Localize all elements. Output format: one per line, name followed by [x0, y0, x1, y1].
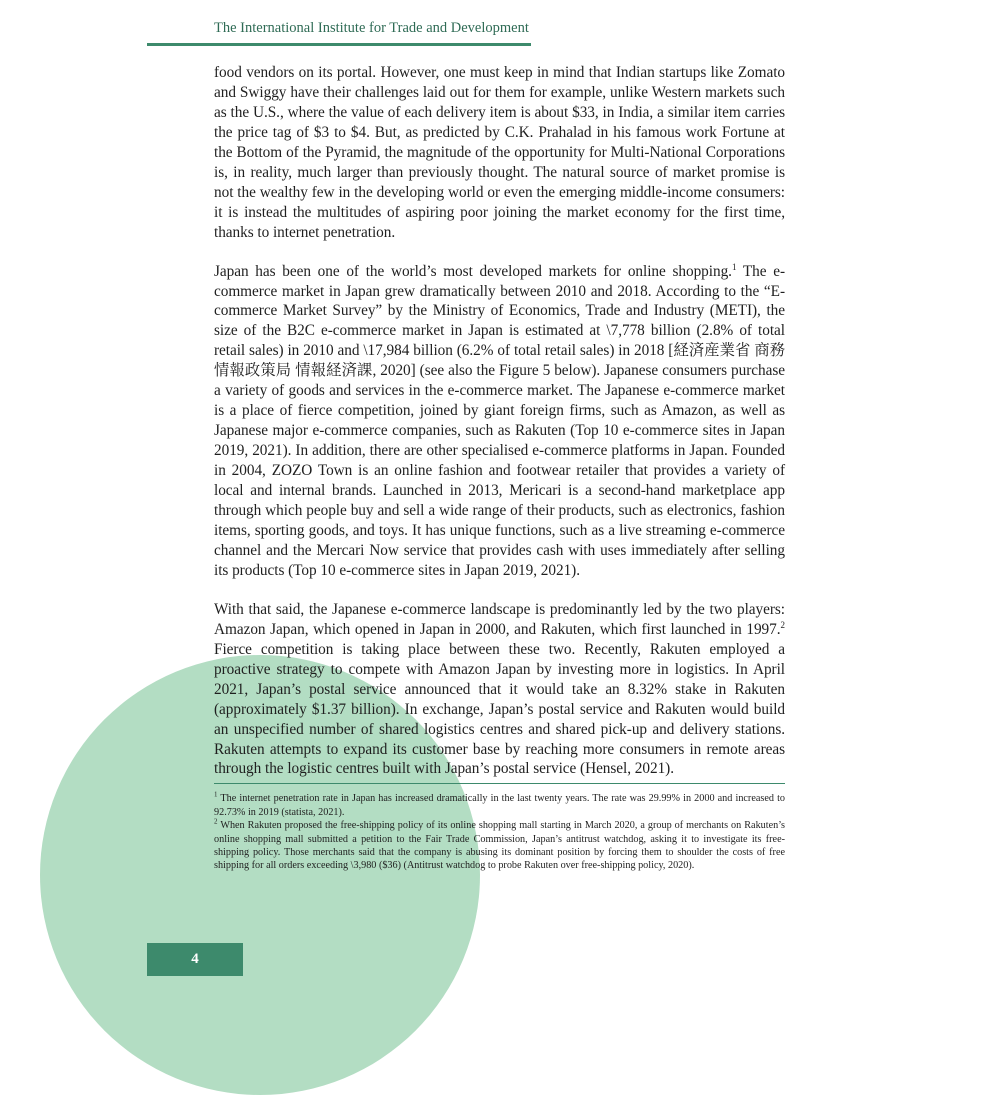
paragraph-2-body: The e-commerce market in Japan grew dramatically between 2010 and 2018. According to the “E-commerce Market Survey” by the Ministry of Economics, Trade and Industry (METI), the size of the B2C e-commerce market in Japan is estimated at \7,778 billion (2.8% of total retail sales) in 2010 and \17,984 billion (6.2% of total retail sales) in 2018 [経済産業省 商務情報政策局 情報経済課, 2020] (see also the Figure 5 below). Japanese consumers purchase a variety of goods and services in the e-commerce market. The Japanese e-commerce market is a place of fierce competition, joined by giant foreign firms, such as Amazon, as well as Japanese major e-commerce companies, such as Rakuten (Top 10 e-commerce sites in Japan 2019, 2021). In addition, there are other specialised e-commerce platforms in Japan. Founded in 2004, ZOZO Town is an online fashion and footwear retailer that provides a variety of local and internal brands. Launched in 2013, Mericari is a second-hand marketplace app through which people buy and sell a wide range of their products, such as electronics, fashion items, sporting goods, and toys. It has unique functions, such as a live streaming e-commerce channel and the Mercari Now service that provides cash with uses immediately after selling its products (Top 10 e-commerce sites in Japan 2019, 2021).: [214, 262, 785, 579]
footnote-ref-1[interactable]: 1: [731, 261, 737, 272]
header-rule: [147, 43, 531, 46]
paragraph-3-lead: With that said, the Japanese e-commerce landscape is predominantly led by the two players: Amazon Japan, which opened in Japan in 2000, and Rakuten, which first launched in 1997.: [214, 600, 785, 638]
paragraph-2-lead: Japan has been one of the world’s most developed markets for online shopping.: [214, 262, 732, 280]
page-number: 4: [191, 951, 199, 967]
footnote-rule: [214, 783, 785, 784]
footnote-mark-2: 2: [214, 817, 218, 826]
paragraph-3-body: Fierce competition is taking place between these two. Recently, Rakuten employed a proactive strategy to compete with Amazon Japan by investing more in logistics. In April 2021, Japan’s postal service announced that it would take an 8.32% stake in Rakuten (approximately $1.37 billion). In exchange, Japan’s postal service and Rakuten would build an unspecified number of shared logistics centres and shared pick-up and delivery stations. Rakuten attempts to expand its customer base by reaching more consumers in remote areas through the logistic centres built with Japan’s postal service (Hensel, 2021).: [214, 640, 785, 778]
footnote-1: [214, 792, 785, 819]
footnote-mark-1: 1: [214, 791, 218, 800]
page-number-box: [147, 943, 243, 976]
main-text: [214, 63, 785, 873]
running-header-title: The International Institute for Trade and Development: [214, 20, 529, 36]
footnote-2: [214, 819, 785, 873]
paragraph-1: food vendors on its portal. However, one must keep in mind that Indian startups like Zomato and Swiggy have their challenges laid out for them for example, unlike Western markets such as the U.S., where the value of each delivery item is about $33, in India, a similar item carries the price tag of $3 to $4. But, as predicted by C.K. Prahalad in his famous work Fortune at the Bottom of the Pyramid, the magnitude of the opportunity for Multi-National Corporations is, in reality, much larger than previously thought. The natural source of market promise is not the wealthy few in the developing world or even the emerging middle-income consumers: it is instead the multitudes of aspiring poor joining the market economy for the first time, thanks to internet penetration.: [214, 64, 785, 241]
paragraph-2: [214, 262, 785, 581]
paragraph-3: [214, 600, 785, 780]
footnote-ref-2[interactable]: 2: [780, 619, 785, 630]
footnote-1-text: The internet penetration rate in Japan has increased dramatically in the last twenty years. The rate was 29.99% in 2000 and increased to 92.73% in 2019 (statista, 2021).: [214, 793, 785, 818]
footnote-2-text: When Rakuten proposed the free-shipping policy of its online shopping mall starting in March 2020, a group of merchants on Rakuten’s online shopping mall submitted a petition to the Fair Trade Commission, Japan’s antitrust watchdog, asking it to investigate its free-shipping policy. Those merchants said that the company is abusing its dominant position by forcing them to shoulder the costs of free shipping for all orders exceeding \3,980 ($36) (Antitrust watchdog to probe Rakuten over free-shipping policy, 2020).: [214, 820, 785, 872]
